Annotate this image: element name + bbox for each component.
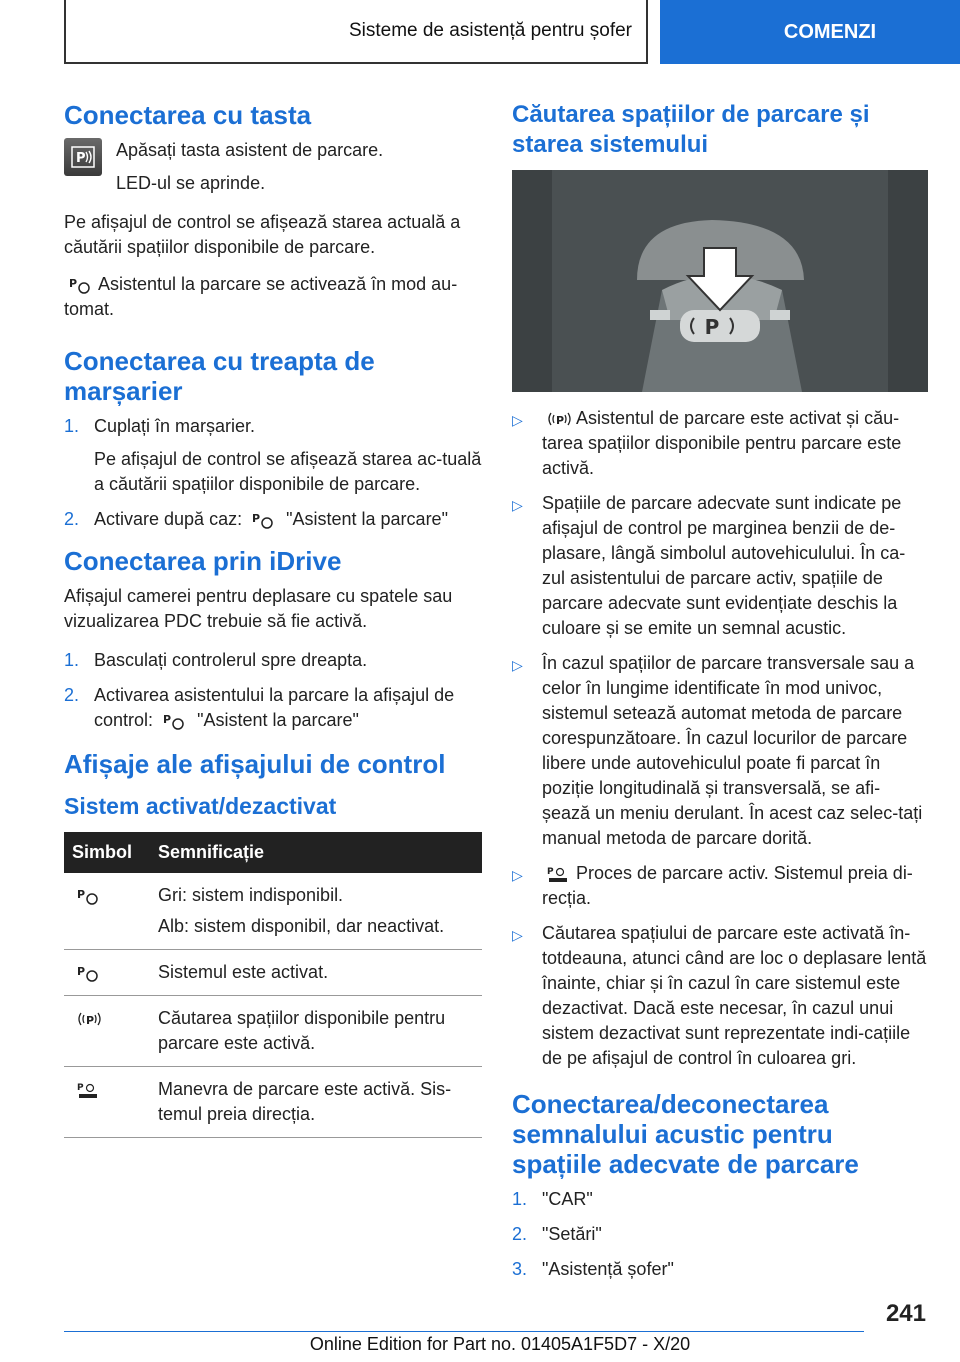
park-assist-icon (162, 711, 188, 731)
step-text: "CAR" (542, 1189, 593, 1209)
bullet-text: Spațiile de parcare adecvate sunt indicate pe afișajul de control pe marginea benzii de de-plasare, lângă simbolul autovehiculului. În ca-zul asistentului de parcare activ, spațiile de parcare adecvate sunt evidențiate deschis la culoare și se emite un semnal acustic. (542, 493, 906, 638)
meaning-cell: Sistemul este activat. (150, 950, 482, 996)
list-item (64, 683, 482, 733)
heading-reverse-gear: Conectarea cu treapta de marșarier (64, 346, 375, 406)
left-column (64, 100, 482, 1138)
bullet-text: Căutarea spațiului de parcare este activată în-totdeauna, atunci când are loc o deplasare lentă înainte, chiar și în cazul în care sistemul este dezactivat. Dacă este necesar, în cazul unui sistem dezactivat sunt reprezentate indi-cațiile de pe afișajul de control în culoarea gri. (542, 923, 927, 1068)
bullet-triangle-icon: ▷ (512, 497, 523, 513)
bullet-text: Asistentul de parcare este activat și cău-tarea spațiilor disponibile pentru parcare este activă. (542, 408, 902, 478)
idrive-steps (64, 648, 482, 733)
auto-activation-text (64, 272, 482, 322)
press-button-text: Apăsați tasta asistent de parcare. (116, 140, 384, 160)
button-instruction (64, 138, 482, 196)
step-text: Basculați controlerul spre dreapta. (94, 650, 368, 670)
status-bullets (512, 406, 928, 1071)
meaning-cell: Manevra de parcare este activă. Sis-temul preia direcția. (150, 1067, 482, 1138)
svg-text:P: P (163, 713, 172, 727)
footer-edition: Online Edition for Part no. 01405A1F5D7 - X/20 (309, 1334, 691, 1354)
col-meaning: Semnificație (150, 832, 482, 873)
table-row (64, 950, 482, 996)
step-text: Cuplați în marșarier. (94, 416, 256, 436)
bullet-triangle-icon: ▷ (512, 412, 523, 428)
heading-connect-button: Conectarea cu tasta (64, 100, 312, 130)
svg-text:P: P (704, 315, 720, 339)
park-assist-gray-icon (76, 886, 102, 906)
table-row (64, 996, 482, 1067)
step-subtext: Pe afișajul de control se afișează starea ac-tuală a căutării spațiilor disponibile de parcare. (94, 449, 482, 494)
park-assist-icon (68, 275, 94, 295)
list-item (64, 507, 482, 532)
bullet-text: În cazul spațiilor de parcare transversale sau a celor în lungime identificate în mod univoc, sistemul setează automat metoda de parcare corespunzătoare. În cazul locurilor de parcare libere unde autovehiculul poate fi parcat în poziție longitudinală și transversală, se afi-șează un meniu derulant. În acest caz selec-tați manual metoda de parcare dorită. (542, 653, 923, 848)
list-item (512, 491, 928, 641)
svg-text:P: P (547, 867, 554, 878)
step-number: 2. (512, 1224, 528, 1244)
list-item (512, 1222, 928, 1247)
heading-parking-search: Căutarea spațiilor de parcare și starea sistemului (512, 101, 870, 158)
parking-search-icon (76, 1009, 102, 1029)
step-number: 2. (64, 509, 80, 529)
list-item (512, 1187, 928, 1212)
bullet-triangle-icon: ▷ (512, 657, 523, 673)
heading-idrive: Conectarea prin iDrive (64, 546, 342, 576)
table-row (64, 873, 482, 950)
parking-search-icon (546, 409, 572, 429)
svg-text:P: P (77, 965, 86, 979)
step-text: "Setări" (542, 1224, 602, 1244)
park-assist-icon (251, 510, 277, 530)
header-section-title: Sisteme de asistență pentru șofer (64, 0, 648, 64)
led-text: LED-ul se aprinde. (116, 173, 266, 193)
symbol-cell (64, 1067, 150, 1138)
list-item (64, 414, 482, 497)
footer-divider (64, 1331, 864, 1332)
park-assist-button-icon (64, 138, 102, 176)
svg-text:P: P (252, 512, 261, 526)
menu-item-text: "Asistent la parcare" (286, 509, 448, 529)
acoustic-steps (512, 1187, 928, 1282)
menu-item-text: "Asistent la parcare" (197, 710, 359, 730)
parking-auto-icon (76, 1080, 102, 1100)
step-number: 2. (64, 685, 80, 705)
list-item (512, 921, 928, 1071)
bullet-text: Proces de parcare activ. Sistemul preia di-recția. (542, 863, 913, 908)
header-chapter-tab[interactable]: COMENZI (660, 0, 960, 64)
svg-text:P: P (556, 414, 565, 428)
reverse-steps (64, 414, 482, 532)
control-display-photo (512, 170, 928, 392)
status-paragraph: Pe afișajul de control se afișează starea actuală a căutării spațiilor disponibile de parcare. (64, 212, 461, 257)
page-number: 241 (885, 1300, 926, 1327)
list-item (512, 1257, 928, 1282)
auto-text: Asistentul la parcare se activează în mod au-tomat. (64, 274, 458, 319)
list-item (512, 861, 928, 911)
symbol-cell (64, 996, 150, 1067)
list-item (64, 648, 482, 673)
symbol-cell (64, 873, 150, 950)
meaning-text: Alb: sistem disponibil, dar neactivat. (158, 916, 445, 936)
col-symbol: Simbol (64, 832, 150, 873)
park-assist-active-icon (76, 963, 102, 983)
right-column (512, 100, 928, 1292)
parking-display-illustration (512, 170, 928, 392)
step-number: 3. (512, 1259, 528, 1279)
svg-text:P: P (77, 1083, 84, 1094)
heading-acoustic-signal: Conectarea/deconectarea semnalului acustic pentru spațiile adecvate de parcare (512, 1089, 859, 1179)
heading-displays: Afișaje ale afișajului de control (64, 749, 446, 779)
symbol-cell (64, 950, 150, 996)
table-header-row (64, 832, 482, 873)
step-number: 1. (64, 416, 80, 436)
svg-text:P: P (77, 888, 86, 902)
step-number: 1. (64, 650, 80, 670)
subheading-system-status: Sistem activat/dezactivat (64, 793, 337, 819)
list-item (512, 406, 928, 481)
bullet-triangle-icon: ▷ (512, 927, 523, 943)
list-item (512, 651, 928, 851)
table-row (64, 1067, 482, 1138)
svg-text:P: P (86, 1014, 95, 1028)
svg-text:P: P (76, 151, 86, 166)
step-text: "Asistență șofer" (542, 1259, 674, 1279)
parking-auto-icon (546, 864, 572, 884)
meaning-cell: Căutarea spațiilor disponibile pentru parcare este activă. (150, 996, 482, 1067)
step-text: Activare după caz: (94, 509, 243, 529)
idrive-paragraph: Afișajul camerei pentru deplasare cu spatele sau vizualizarea PDC trebuie să fie activă. (64, 586, 453, 631)
symbol-table (64, 832, 482, 1138)
step-number: 1. (512, 1189, 528, 1209)
step-text: Activarea asistentului la parcare la afișajul de control: (94, 685, 455, 730)
bullet-triangle-icon: ▷ (512, 867, 523, 883)
svg-text:P: P (69, 277, 78, 291)
meaning-text: Gri: sistem indisponibil. (158, 885, 344, 905)
meaning-cell (150, 873, 482, 950)
